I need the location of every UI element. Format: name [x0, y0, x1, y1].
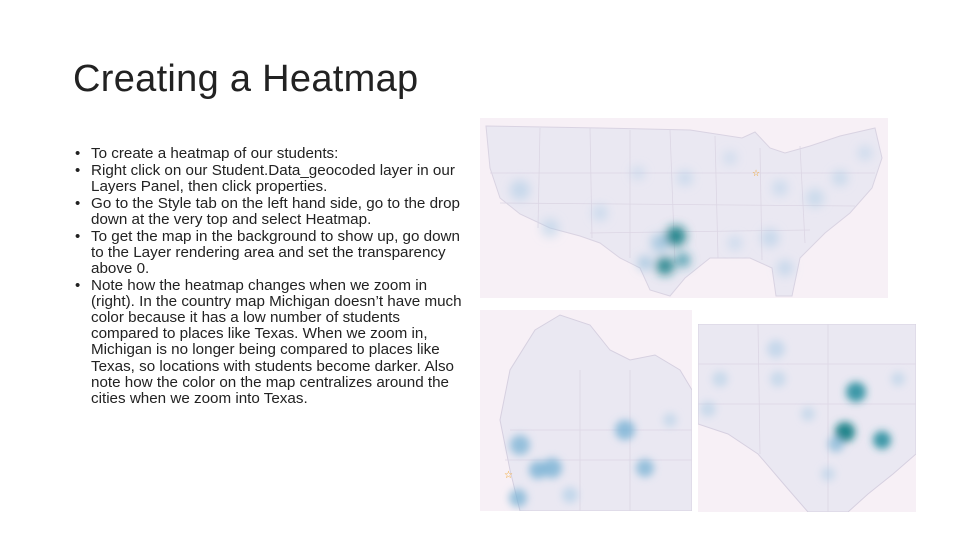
bullet-item: • To get the map in the background to show up, go down to the Layer rendering area and set the transparency above 0. [72, 229, 467, 278]
us-land-shape [486, 126, 882, 296]
star-icon: ☆ [752, 168, 761, 178]
bullet-item: • Right click on our Student.Data_geocoded layer in our Layers Panel, then click properties. [72, 163, 467, 195]
michigan-heatmap-image [480, 310, 692, 511]
michigan-heatmap-svg [480, 310, 692, 511]
bullet-item: • Go to the Style tab on the left hand side, go to the drop down at the very top and select Heatmap. [72, 196, 467, 228]
us-heatmap-svg [480, 118, 888, 298]
bullet-item: • To create a heatmap of our students: [72, 146, 467, 162]
bullet-item: • Note how the heatmap changes when we zoom in (right). In the country map Michigan doesn’t have much color because it has a low number of students compared to places like Texas. When we zoom in, Michigan is no longer being compared to places like Texas, so locations with students become darker. Also note how the color on the map centralizes around the cities when we zoom into Texas. [72, 278, 467, 408]
texas-heatmap-svg [698, 324, 916, 512]
star-icon: ☆ [504, 470, 513, 481]
bullet-list [72, 146, 467, 408]
us-heatmap-image [480, 118, 888, 298]
texas-heatmap-image [698, 324, 916, 512]
michigan-land-shape [500, 315, 692, 511]
slide-title: Creating a Heatmap [73, 58, 419, 100]
